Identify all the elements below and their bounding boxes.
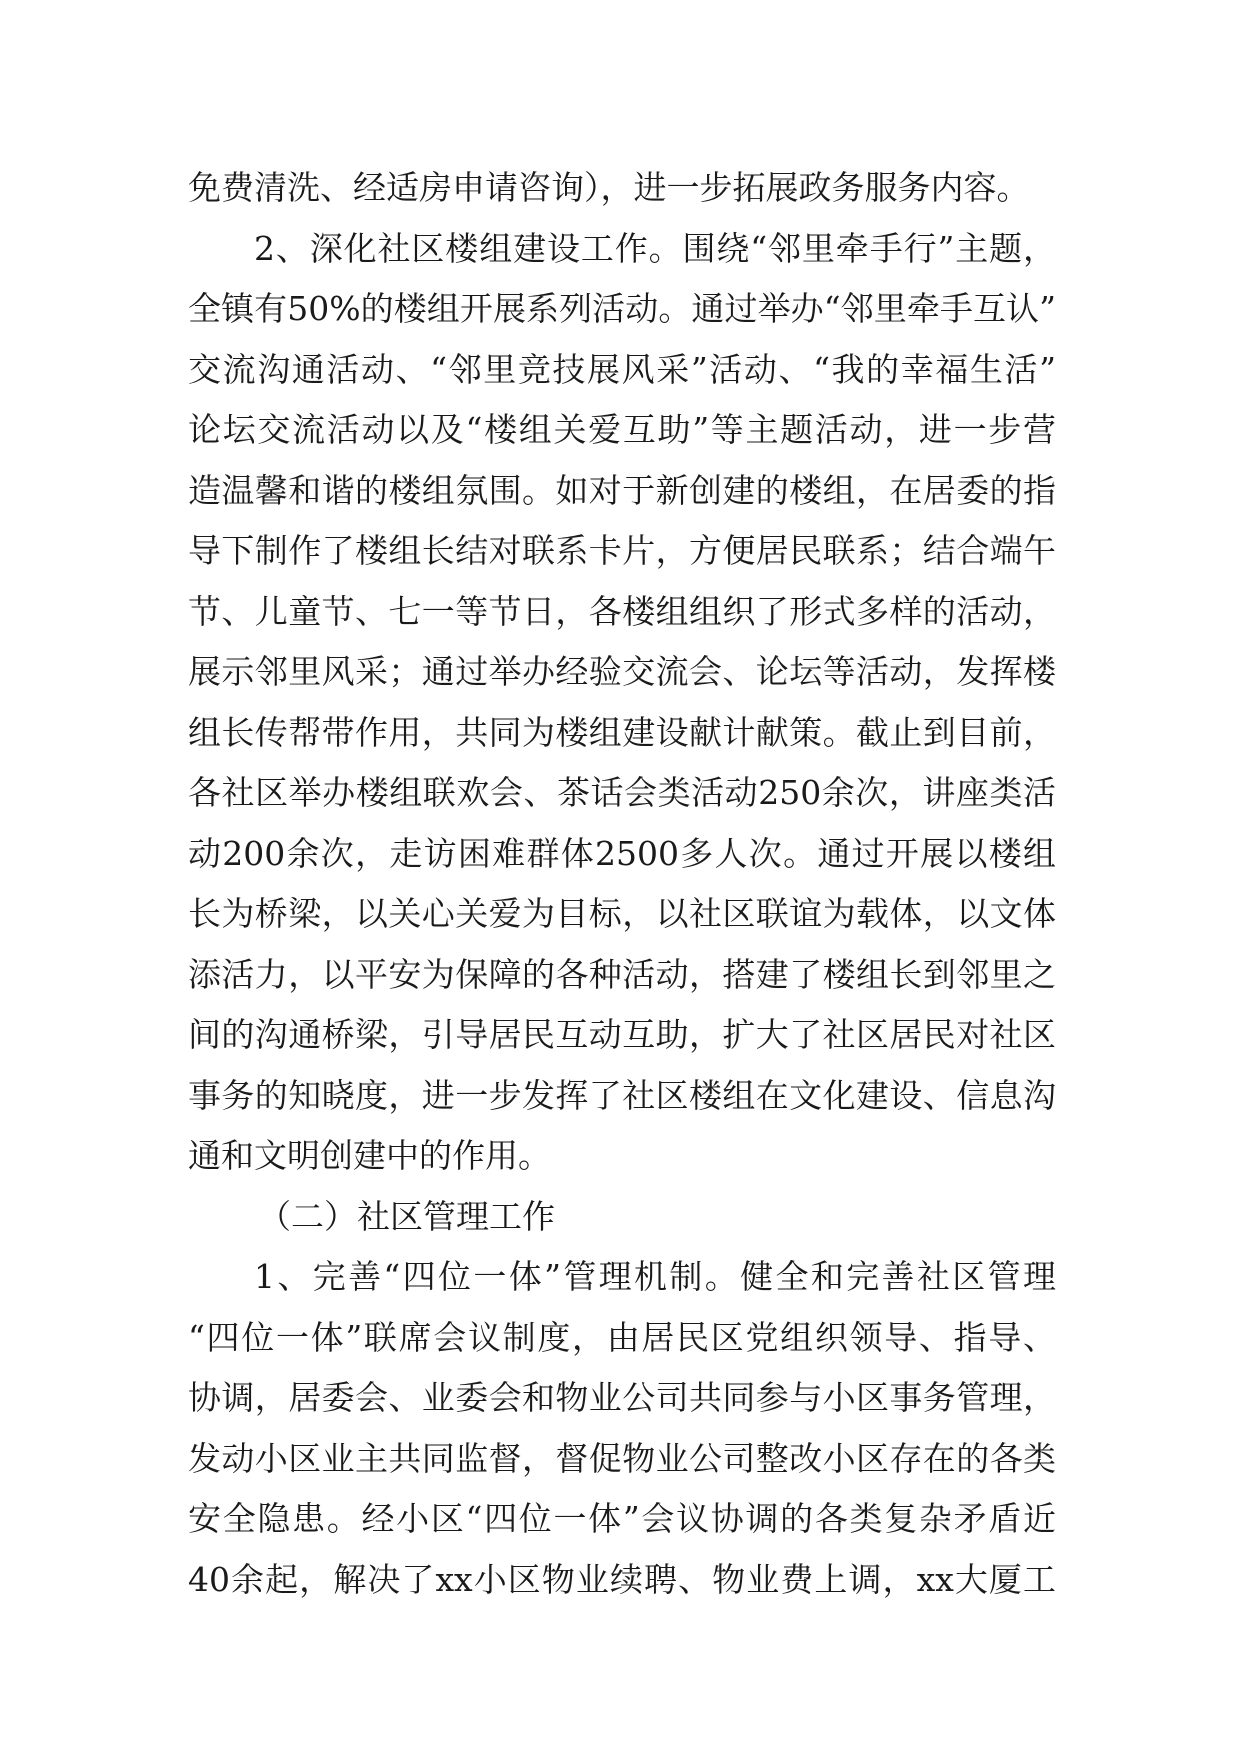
- body-text-line: 2、深化社区楼组建设工作。围绕“邻里牵手行”主题，: [254, 228, 1056, 268]
- body-text-line: 造温馨和谐的楼组氛围。如对于新创建的楼组，在居委的指: [188, 470, 1056, 510]
- body-text-line: 免费清洗、经适房申请咨询），进一步拓展政务服务内容。: [188, 168, 1030, 207]
- body-text-line: 发动小区业主共同监督，督促物业公司整改小区存在的各类: [188, 1438, 1056, 1478]
- body-text-line: 协调，居委会、业委会和物业公司共同参与小区事务管理，: [188, 1378, 1056, 1417]
- section-heading: （二）社区管理工作: [258, 1196, 555, 1236]
- body-text-line: 展示邻里风采；通过举办经验交流会、论坛等活动，发挥楼: [188, 652, 1056, 691]
- body-text-line: 40余起，解决了xx小区物业续聘、物业费上调，xx大厦工: [188, 1559, 1056, 1599]
- body-text-line: 节、儿童节、七一等节日，各楼组组织了形式多样的活动，: [188, 591, 1056, 631]
- body-text-line: 全镇有50%的楼组开展系列活动。通过举办“邻里牵手互认”: [188, 289, 1056, 328]
- body-text-line: 长为桥梁，以关心关爱为目标，以社区联谊为载体，以文体: [188, 894, 1056, 933]
- document-body: [188, 158, 1056, 1610]
- body-text-line: 各社区举办楼组联欢会、茶话会类活动250余次，讲座类活: [188, 773, 1056, 812]
- body-text-line: 安全隐患。经小区“四位一体”会议协调的各类复杂矛盾近: [188, 1499, 1056, 1538]
- body-text-line: 导下制作了楼组长结对联系卡片，方便居民联系；结合端午: [188, 531, 1056, 570]
- body-text-line: 动200余次，走访困难群体2500多人次。通过开展以楼组: [188, 833, 1056, 873]
- body-text-line: “四位一体”联席会议制度，由居民区党组织领导、指导、: [188, 1317, 1056, 1357]
- body-text-line: 交流沟通活动、“邻里竞技展风采”活动、“我的幸福生活”: [188, 349, 1056, 389]
- body-text-line: 添活力，以平安为保障的各种活动，搭建了楼组长到邻里之: [188, 954, 1056, 994]
- body-text-line: 通和文明创建中的作用。: [188, 1136, 551, 1175]
- body-text-line: 组长传帮带作用，共同为楼组建设献计献策。截止到目前，: [188, 712, 1056, 752]
- body-text-line: 1、完善“四位一体”管理机制。健全和完善社区管理: [254, 1257, 1056, 1296]
- body-text-line: 间的沟通桥梁，引导居民互动互助，扩大了社区居民对社区: [188, 1015, 1056, 1054]
- body-text-line: 事务的知晓度，进一步发挥了社区楼组在文化建设、信息沟: [188, 1075, 1056, 1115]
- body-text-line: 论坛交流活动以及“楼组关爱互助”等主题活动，进一步营: [188, 410, 1056, 449]
